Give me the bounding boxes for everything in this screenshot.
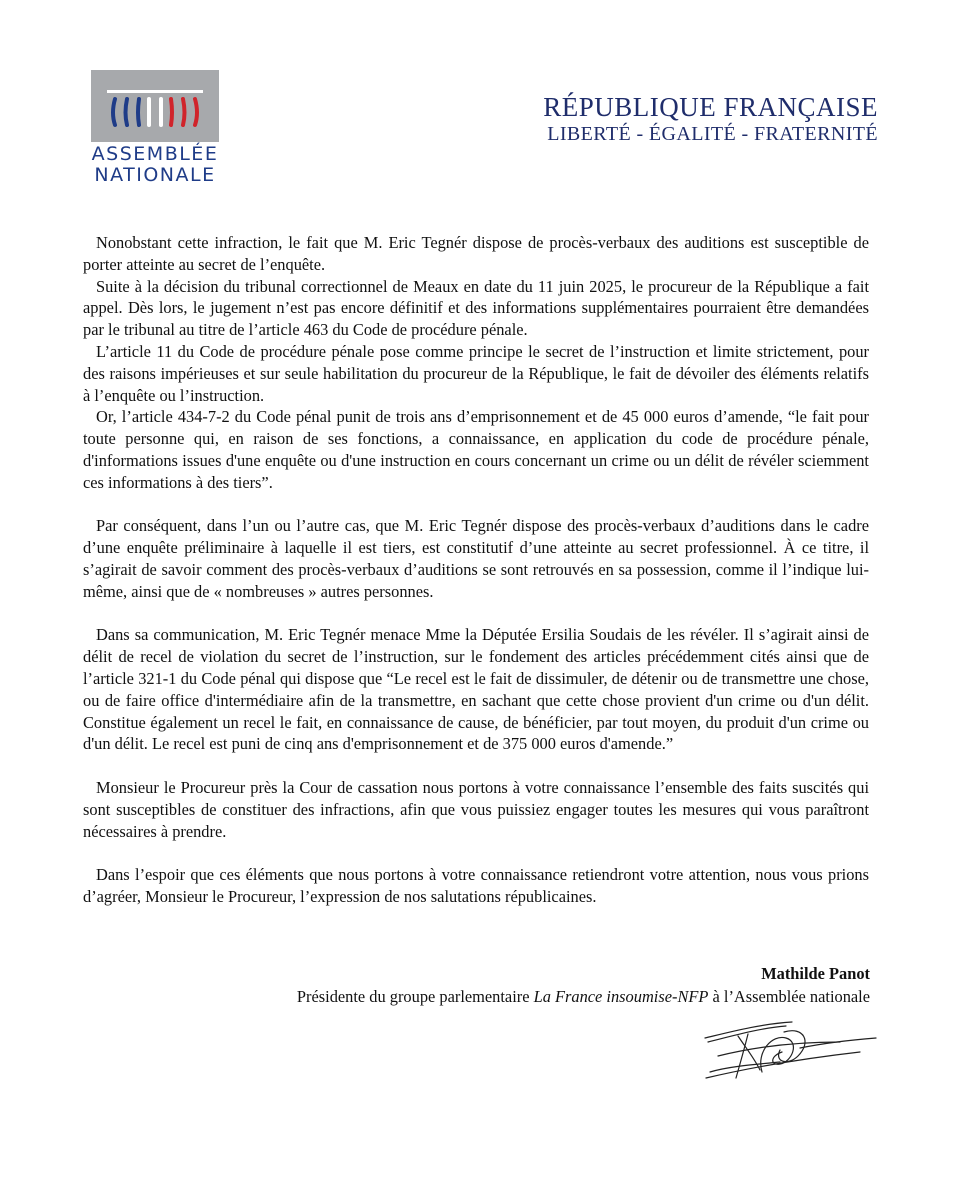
letterhead [543, 92, 878, 146]
hemicycle-columns [113, 99, 197, 125]
paragraph-6: Dans sa communication, M. Eric Tegnér menace Mme la Députée Ersilia Soudais de les révéler. Il s’agirait ainsi de délit de recel de violation du secret de l’instruction, sur le fondement des articles précédemment cités ainsi que de l’article 321-1 du Code pénal qui dispose que “Le recel est le fait de dissimuler, de détenir ou de transmettre une chose, ou de faire office d'intermédiaire afin de la transmettre, en sachant que cette chose provient d'un crime ou d'un délit. Constitue également un recel le fait, en connaissance de cause, de bénéficier, par tout moyen, du produit d'un crime ou d'un délit. Le recel est puni de cinq ans d'emprisonnement et de 375 000 euros d'amende.” [83, 625, 869, 754]
paragraph-1: Nonobstant cette infraction, le fait que M. Eric Tegnér dispose de procès-verbaux des auditions est susceptible de porter atteinte au secret de l’enquête. [83, 233, 869, 274]
signatory-title-start: Présidente du groupe parlementaire [296, 987, 534, 1006]
signatory-group-name: La France insoumise-NFP [533, 987, 709, 1006]
signatory-title [297, 987, 870, 1007]
paragraph-4: Or, l’article 434-7-2 du Code pénal punit de trois ans d’emprisonnement et de 45 000 euros d’amende, “le fait pour toute personne qui, en raison de ses fonctions, a connaissance, en application du code de procédure pénale, d'informations issues d'une enquête ou d'une instruction en cours concernant un crime ou un délit de révéler sciemment ces informations à des tiers”. [83, 407, 869, 492]
paragraph-5: Par conséquent, dans l’un ou l’autre cas, que M. Eric Tegnér dispose des procès-verbaux d’auditions dans le cadre d’une enquête préliminaire à laquelle il est tiers, est constitutif d’une atteinte au secret professionnel. À ce titre, il s’agirait de savoir comment des procès-verbaux d’auditions se sont retrouvés en sa possession, comme il l’indique lui-même, ainsi que de « nombreuses » autres personnes. [83, 516, 869, 601]
paragraph-2: Suite à la décision du tribunal correctionnel de Meaux en date du 11 juin 2025, le procureur de la République a fait appel. Dès lors, le jugement n’est pas encore définitif et des informations supplémentaires pourraient être demandées par le tribunal au titre de l’article 463 du Code de procédure pénale. [83, 276, 869, 340]
paragraph-8: Dans l’espoir que ces éléments que nous portons à votre connaissance retiendront votre attention, nous vous prions d’agréer, Monsieur le Procureur, l’expression de nos salutations républicaines. [83, 865, 869, 906]
handwritten-signature [700, 1012, 880, 1092]
paragraph-3: L’article 11 du Code de procédure pénale pose comme principe le secret de l’instruction et limite strictement, pour des raisons impérieuses et sur seule habilitation du procureur de la République, le fait de dévoiler des éléments relatifs à l’enquête ou l’instruction. [83, 341, 869, 405]
hemicycle-icon [91, 70, 219, 142]
letter-body [83, 232, 869, 908]
signatory-title-end: à l’Assemblée nationale [708, 987, 870, 1006]
signatory-name: Mathilde Panot [761, 964, 870, 983]
assemblee-nationale-logo [91, 70, 219, 186]
republic-motto: LIBERTÉ - ÉGALITÉ - FRATERNITÉ [547, 123, 878, 145]
republic-title: RÉPUBLIQUE FRANÇAISE [543, 92, 878, 122]
paragraph-7: Monsieur le Procureur près la Cour de cassation nous portons à votre connaissance l’ensemble des faits suscités qui sont susceptibles de constituer des infractions, afin que vous puissiez engager toutes les mesures qui vous paraîtront nécessaires à prendre. [83, 777, 869, 841]
hemicycle-roof [107, 90, 203, 93]
logo-line-1: ASSEMBLÉE [91, 143, 219, 165]
logo-line-2: NATIONALE [94, 164, 216, 186]
